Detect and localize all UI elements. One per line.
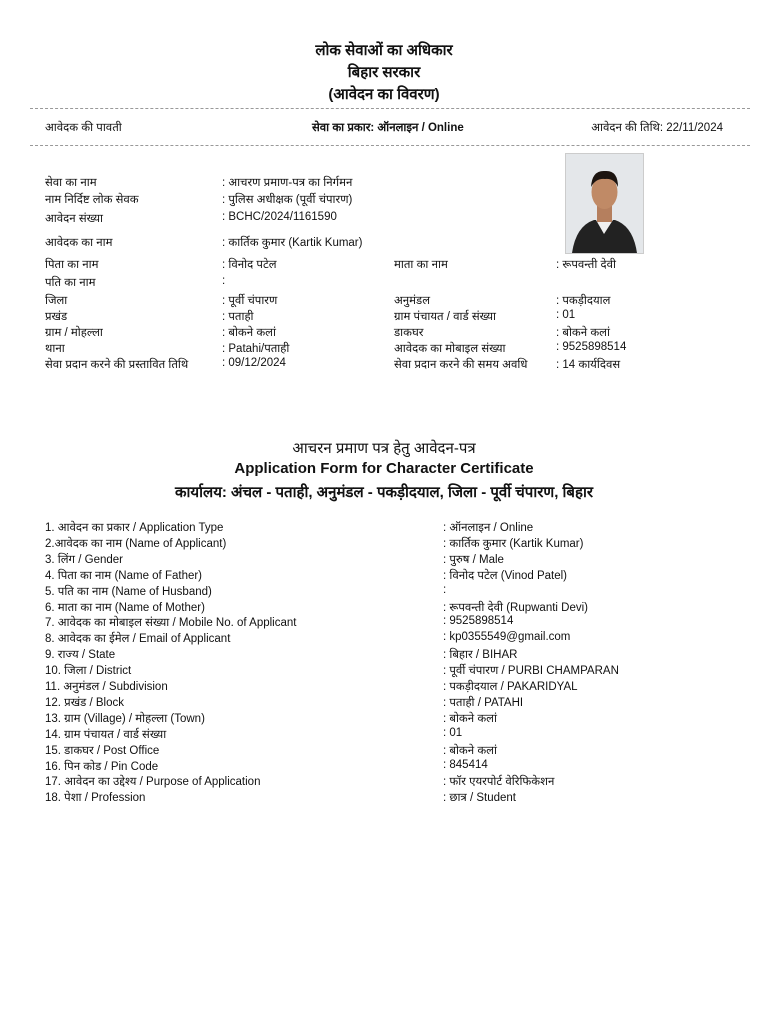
field-label: 1. आवेदन का प्रकार / Application Type [45,522,224,534]
applicant-photo [565,153,644,254]
field-label: 11. अनुमंडल / Subdivision [45,681,168,693]
detail-label: माता का नाम [394,259,448,271]
application-date: आवेदन की तिथि: 22/11/2024 [591,122,723,134]
field-value: : पूर्वी चंपारण / PURBI CHAMPARAN [443,665,619,678]
header-line3: (आवेदन का विवरण) [328,86,440,103]
field-label: 5. पति का नाम (Name of Husband) [45,585,212,598]
detail-label: सेवा प्रदान करने की समय अवधि [394,359,528,371]
detail-value: : 14 कार्यदिवस [556,359,621,371]
field-label: 16. पिन कोड / Pin Code [45,760,159,773]
field-label: 4. पिता का नाम (Name of Father) [45,569,203,582]
detail-label: जिला [45,295,68,307]
detail-value: : 01 [556,309,576,321]
detail-value: : आचरण प्रमाण-पत्र का निर्गमन [222,177,353,189]
detail-value: : पताही [222,311,254,323]
detail-label: आवेदक का नाम [45,237,113,249]
detail-label: डाकघर [394,327,424,339]
field-label: 2.आवेदक का नाम (Name of Applicant) [45,537,227,550]
detail-label: ग्राम / मोहल्ला [45,327,103,339]
detail-value: : पकड़ीदयाल [556,295,611,307]
office-line: कार्यालय: अंचल - पताही, अनुमंडल - पकड़ीदयाल, जिला - पूर्वी चंपारण, बिहार [175,484,593,501]
field-value: : [443,583,447,596]
field-value: : बिहार / BIHAR [443,649,518,662]
field-label: 13. ग्राम (Village) / मोहल्ला (Town) [45,712,205,725]
detail-value: : रूपवन्ती देवी [556,259,617,271]
detail-label: नाम निर्दिष्ट लोक सेवक [45,194,139,206]
detail-value: : बोकने कलां [556,327,610,339]
service-type: सेवा का प्रकार: ऑनलाइन / Online [312,122,464,134]
field-value: : पकड़ीदयाल / PAKARIDYAL [443,681,578,693]
detail-value: : BCHC/2024/1161590 [222,211,337,223]
detail-label: थाना [45,343,65,355]
field-value: : रूपवन्ती देवी (Rupwanti Devi) [443,601,588,614]
field-label: 10. जिला / District [45,665,132,678]
field-label: 6. माता का नाम (Name of Mother) [45,601,205,614]
field-value: : 9525898514 [443,615,514,628]
field-value: : पताही / PATAHI [443,696,524,709]
form-title-hindi: आचरन प्रमाण पत्र हेतु आवेदन-पत्र [292,440,476,457]
form-title-english: Application Form for Character Certificate [234,460,534,477]
detail-label: सेवा प्रदान करने की प्रस्तावित तिथि [45,359,189,371]
detail-label: पति का नाम [45,277,96,289]
field-label: 3. लिंग / Gender [45,553,123,566]
field-value: : फॉर एयरपोर्ट वेरिफिकेशन [443,776,555,789]
header-line1: लोक सेवाओं का अधिकार [315,42,453,59]
detail-label: प्रखंड [45,311,68,323]
divider [30,145,750,146]
field-value: : 845414 [443,758,488,771]
field-value: : kp0355549@gmail.com [443,631,571,644]
detail-value: : कार्तिक कुमार (Kartik Kumar) [222,237,363,249]
acknowledgement-label: आवेदक की पावती [45,122,122,134]
field-value: : कार्तिक कुमार (Kartik Kumar) [443,537,584,550]
field-value: : विनोद पटेल (Vinod Patel) [443,569,568,582]
field-label: 9. राज्य / State [45,649,116,662]
field-value: : 01 [443,726,463,739]
detail-value: : [222,275,226,287]
detail-value: : पुलिस अधीक्षक (पूर्वी चंपारण) [222,194,353,206]
field-label: 12. प्रखंड / Block [45,696,124,709]
field-label: 14. ग्राम पंचायत / वार्ड संख्या [45,728,167,741]
header-line2: बिहार सरकार [347,64,421,81]
field-label: 18. पेशा / Profession [45,792,146,805]
field-label: 7. आवेदक का मोबाइल संख्या / Mobile No. of Applicant [45,617,297,630]
detail-label: ग्राम पंचायत / वार्ड संख्या [394,311,497,323]
field-value: : बोकने कलां [443,744,497,757]
field-label: 17. आवेदन का उद्देश्य / Purpose of Application [45,776,261,789]
detail-label: सेवा का नाम [45,177,97,189]
detail-value: : Patahi/पताही [222,343,290,355]
detail-value: : 09/12/2024 [222,357,286,369]
field-value: : बोकने कलां [443,712,497,725]
detail-value: : विनोद पटेल [222,259,277,271]
detail-value: : बोकने कलां [222,327,276,339]
detail-label: आवेदक का मोबाइल संख्या [394,343,506,355]
detail-label: आवेदन संख्या [45,213,103,225]
detail-value: : पूर्वी चंपारण [222,295,278,307]
divider [30,108,750,109]
detail-label: अनुमंडल [394,295,430,307]
field-value: : छात्र / Student [443,792,517,805]
detail-value: : 9525898514 [556,341,627,353]
field-value: : पुरुष / Male [443,553,504,566]
field-label: 15. डाकघर / Post Office [45,744,160,757]
field-label: 8. आवेदक का ईमेल / Email of Applicant [45,633,231,646]
detail-label: पिता का नाम [45,259,99,271]
field-value: : ऑनलाइन / Online [443,522,534,534]
